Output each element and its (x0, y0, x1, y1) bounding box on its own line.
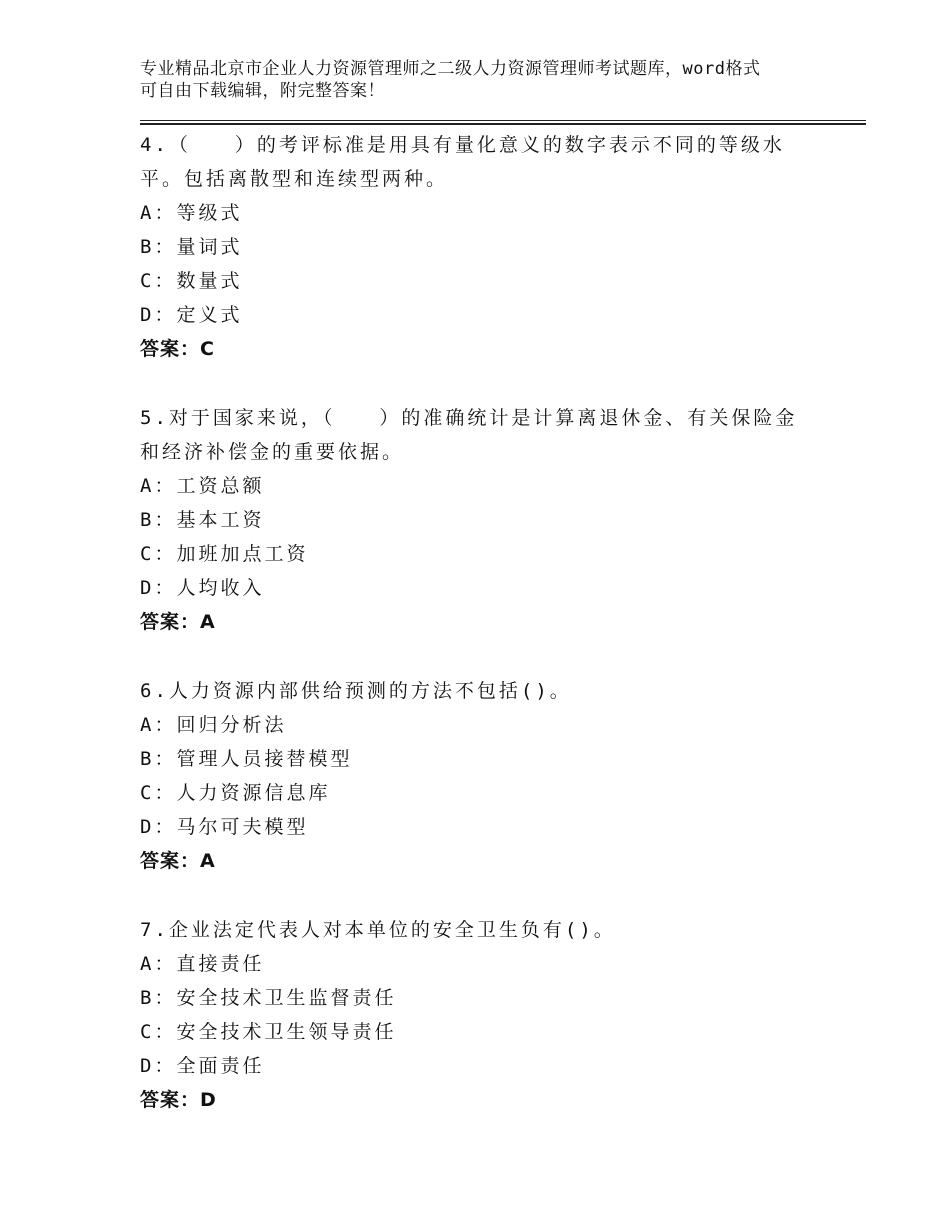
option-b: B：管理人员接替模型 (140, 748, 353, 770)
option-a: A：回归分析法 (140, 714, 287, 736)
question-4 (140, 128, 840, 366)
option-b: B：量词式 (140, 236, 243, 258)
question-stem-continued: 平。包括离散型和连续型两种。 (140, 168, 449, 190)
question-stem: 4.（ ）的考评标准是用具有量化意义的数字表示不同的等级水 (140, 134, 785, 156)
option-d: D：人均收入 (140, 577, 265, 599)
question-6 (140, 674, 840, 878)
option-c: C：人力资源信息库 (140, 782, 331, 804)
question-stem: 5.对于国家来说，（ ）的准确统计是计算离退休金、有关保险金 (140, 407, 798, 429)
option-a: A：直接责任 (140, 953, 265, 975)
option-a: A：工资总额 (140, 475, 265, 497)
option-a: A：等级式 (140, 202, 243, 224)
option-c: C：安全技术卫生领导责任 (140, 1021, 397, 1043)
header-divider-thick (140, 123, 866, 125)
option-d: D：马尔可夫模型 (140, 816, 309, 838)
header-line-1: 专业精品北京市企业人力资源管理师之二级人力资源管理师考试题库，word格式 (140, 59, 761, 79)
answer: 答案：A (140, 611, 216, 633)
header-divider-thin (140, 120, 866, 121)
option-b: B：安全技术卫生监督责任 (140, 987, 397, 1009)
answer: 答案：D (140, 1089, 217, 1111)
question-stem: 7.企业法定代表人对本单位的安全卫生负有()。 (140, 919, 616, 941)
question-list (140, 128, 840, 1152)
option-b: B：基本工资 (140, 509, 265, 531)
question-stem: 6.人力资源内部供给预测的方法不包括()。 (140, 680, 572, 702)
question-7 (140, 913, 840, 1117)
document-header (140, 58, 840, 102)
answer: 答案：C (140, 338, 215, 360)
question-stem-continued: 和经济补偿金的重要依据。 (140, 441, 405, 463)
option-c: C：数量式 (140, 270, 243, 292)
option-c: C：加班加点工资 (140, 543, 309, 565)
option-d: D：定义式 (140, 304, 243, 326)
question-5 (140, 401, 840, 639)
answer: 答案：A (140, 850, 216, 872)
option-d: D：全面责任 (140, 1055, 265, 1077)
header-line-2: 可自由下载编辑，附完整答案！ (140, 81, 385, 101)
